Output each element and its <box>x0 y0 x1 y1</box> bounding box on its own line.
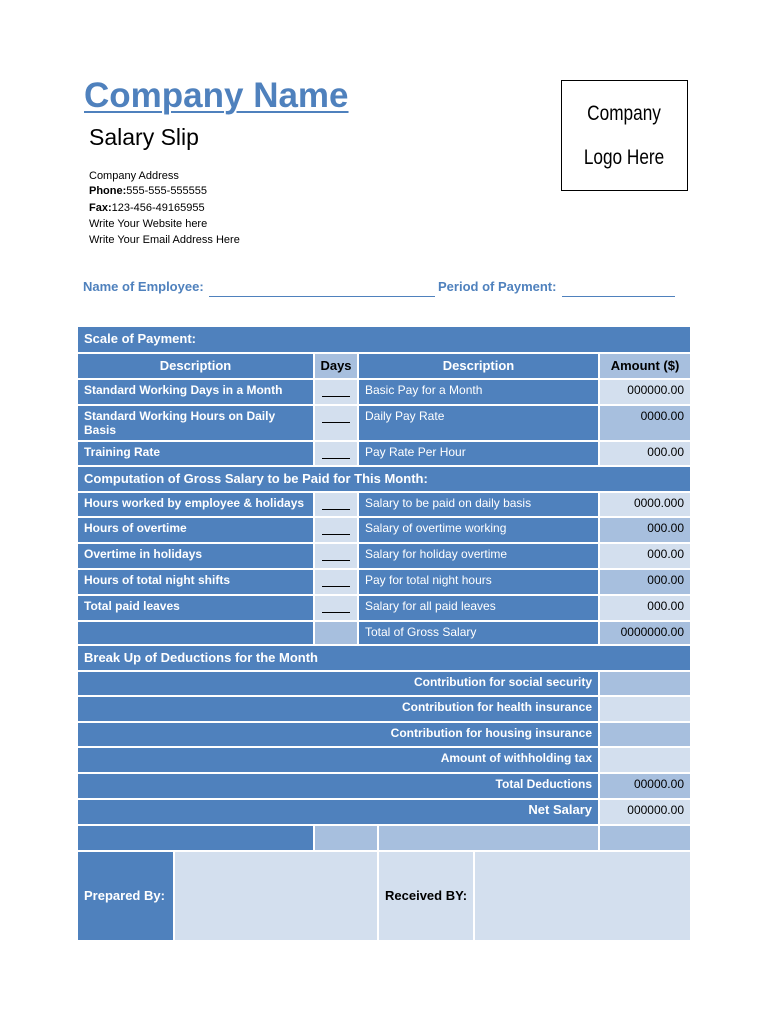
gross-row-label: Overtime in holidays <box>78 544 313 568</box>
blank-cell <box>379 826 598 850</box>
deduction-amount[interactable] <box>600 748 690 772</box>
scale-row-desc: Pay Rate Per Hour <box>359 442 598 465</box>
employee-name-field[interactable] <box>209 296 435 297</box>
days-input[interactable] <box>315 406 357 440</box>
amount-value: 0000.00 <box>600 406 690 440</box>
received-by-signature[interactable] <box>475 852 690 940</box>
company-fax <box>89 202 205 214</box>
amount-value: 000000.00 <box>600 380 690 404</box>
total-deductions-amount: 00000.00 <box>600 774 690 798</box>
gross-row-label: Hours of total night shifts <box>78 570 313 594</box>
gross-row-desc: Salary of overtime working <box>359 518 598 542</box>
gross-salary-title: Computation of Gross Salary to be Paid for This Month: <box>78 467 690 491</box>
fax-label: Fax: <box>89 202 112 214</box>
deductions-title: Break Up of Deductions for the Month <box>78 646 690 670</box>
gross-row-label: Hours of overtime <box>78 518 313 542</box>
net-salary-label: Net Salary <box>78 800 598 824</box>
days-input[interactable] <box>315 570 357 594</box>
received-by-label: Received BY: <box>379 852 473 940</box>
amount-value: 000.00 <box>600 544 690 568</box>
blank-cell <box>78 622 313 644</box>
total-gross-label: Total of Gross Salary <box>359 622 598 644</box>
amount-value: 000.00 <box>600 596 690 620</box>
total-deductions-label: Total Deductions <box>78 774 598 798</box>
scale-row-desc: Daily Pay Rate <box>359 406 598 440</box>
scale-of-payment-title: Scale of Payment: <box>78 327 690 352</box>
prepared-by-signature[interactable] <box>175 852 377 940</box>
deduction-label: Contribution for social security <box>78 672 598 695</box>
amount-value: 0000.000 <box>600 493 690 516</box>
deduction-label: Amount of withholding tax <box>78 748 598 772</box>
col-amount: Amount ($) <box>600 354 690 378</box>
phone-label: Phone: <box>89 185 127 197</box>
gross-row-desc: Salary to be paid on daily basis <box>359 493 598 516</box>
company-website: Write Your Website here <box>89 218 208 230</box>
prepared-by-label: Prepared By: <box>78 852 173 940</box>
logo-line1: Company <box>587 101 662 125</box>
payment-period-label: Period of Payment: <box>438 279 557 294</box>
logo-placeholder <box>561 80 688 191</box>
deduction-label: Contribution for health insurance <box>78 697 598 721</box>
blank-cell <box>78 826 313 850</box>
days-input[interactable] <box>315 544 357 568</box>
total-gross-amount: 0000000.00 <box>600 622 690 644</box>
gross-row-label: Total paid leaves <box>78 596 313 620</box>
deduction-amount[interactable] <box>600 672 690 695</box>
amount-value: 000.00 <box>600 570 690 594</box>
gross-row-desc: Salary for all paid leaves <box>359 596 598 620</box>
phone-value: 555-555-555555 <box>126 185 208 197</box>
page-title: Salary Slip <box>89 124 199 150</box>
scale-row-label: Training Rate <box>78 442 313 465</box>
blank-cell <box>600 826 690 850</box>
deduction-amount[interactable] <box>600 697 690 721</box>
gross-row-desc: Pay for total night hours <box>359 570 598 594</box>
days-input[interactable] <box>315 493 357 516</box>
scale-row-label: Standard Working Days in a Month <box>78 380 313 404</box>
col-days: Days <box>315 354 357 378</box>
col-description: Description <box>78 354 313 378</box>
blank-cell <box>315 622 357 644</box>
days-input[interactable] <box>315 380 357 404</box>
gross-row-desc: Salary for holiday overtime <box>359 544 598 568</box>
employee-name-label: Name of Employee: <box>83 279 204 294</box>
company-name: Company Name <box>84 76 349 115</box>
col-description-2: Description <box>359 354 598 378</box>
company-address: Company Address <box>89 170 179 182</box>
days-input[interactable] <box>315 442 357 465</box>
company-phone <box>89 185 207 197</box>
payment-period-field[interactable] <box>562 296 675 297</box>
blank-cell <box>315 826 377 850</box>
fax-value: 123-456-49165955 <box>111 202 205 214</box>
net-salary-amount: 000000.00 <box>600 800 690 824</box>
gross-row-label: Hours worked by employee & holidays <box>78 493 313 516</box>
amount-value: 000.00 <box>600 518 690 542</box>
amount-value: 000.00 <box>600 442 690 465</box>
logo-line2: Logo Here <box>584 145 665 169</box>
scale-row-desc: Basic Pay for a Month <box>359 380 598 404</box>
scale-row-label: Standard Working Hours on Daily Basis <box>78 406 313 440</box>
days-input[interactable] <box>315 518 357 542</box>
deduction-label: Contribution for housing insurance <box>78 723 598 746</box>
deduction-amount[interactable] <box>600 723 690 746</box>
company-email: Write Your Email Address Here <box>89 234 240 246</box>
days-input[interactable] <box>315 596 357 620</box>
